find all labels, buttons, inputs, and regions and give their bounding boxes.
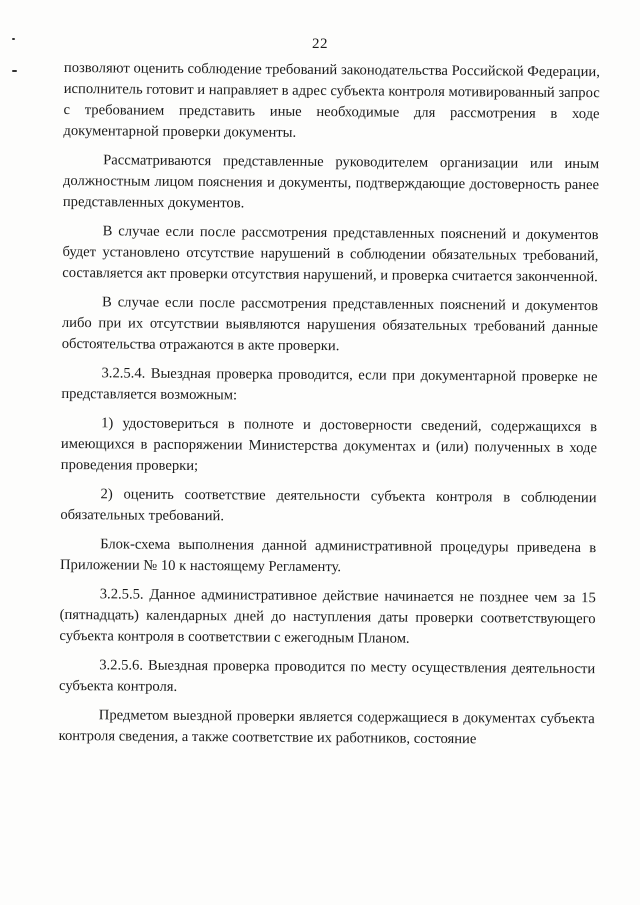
list-item-1: 1) удостовериться в полноте и достоверности сведений, содержащихся в имеющихся в распоряжении Министерства документах и (или) полученных в ходе проведения проверки; <box>60 415 598 474</box>
paragraph-subject: Предметом выездной проверки является содержащиеся в документах субъекта контроля сведения, а также соответствие их работников, состояние <box>58 707 595 748</box>
paragraph-3-2-5-6: 3.2.5.6. Выездная проверка проводится по месту осуществления деятельности субъекта контроля. <box>59 657 596 696</box>
paragraph-continuation: позволяют оценить соблюдение требований законодательства Российской Федерации, исполнитель готовит и направляет в адрес субъекта контроля мотивированный запрос с требованием представить иные необходимые для рассмотрения в ходе документарной проверки документы. <box>63 59 600 141</box>
paragraph-violations: В случае если после рассмотрения представленных пояснений и документов либо при их отсутствии выявляются нарушения обязательных требований данные обстоятельства отражаются в акте проверки. <box>61 294 599 354</box>
page-number: 22 <box>312 36 328 52</box>
paragraph-3-2-5-5: 3.2.5.5. Данное административное действие начинается не позднее чем за 15 (пятнадцать) календарных дней до наступления даты проверки соответствующего субъекта контроля в соответствии с ежегодным Планом. <box>59 586 596 647</box>
document-body <box>59 58 600 760</box>
paragraph-no-violations: В случае если после рассмотрения представленных пояснений и документов будет установлено отсутствие нарушений в соблюдении обязательных требований, составляется акт проверки отсутствия нарушений, и проверка считается законченной. <box>62 223 599 285</box>
paragraph-3-2-5-4: 3.2.5.4. Выездная проверка проводится, если при документарной проверке не представляется возможным: <box>61 365 598 404</box>
paragraph-explanations: Рассматриваются представленные руководителем организации или иным должностным лицом пояснения и документы, подтверждающие достоверность ранее представленных документов. <box>62 152 600 212</box>
paragraph-block-scheme: Блок-схема выполнения данной административной процедуры приведена в Приложении № 10 к настоящему Регламенту. <box>59 536 597 576</box>
list-item-2: 2) оценить соответствие деятельности субъекта контроля в соблюдении обязательных требований. <box>60 486 597 525</box>
scan-speck <box>12 70 17 72</box>
